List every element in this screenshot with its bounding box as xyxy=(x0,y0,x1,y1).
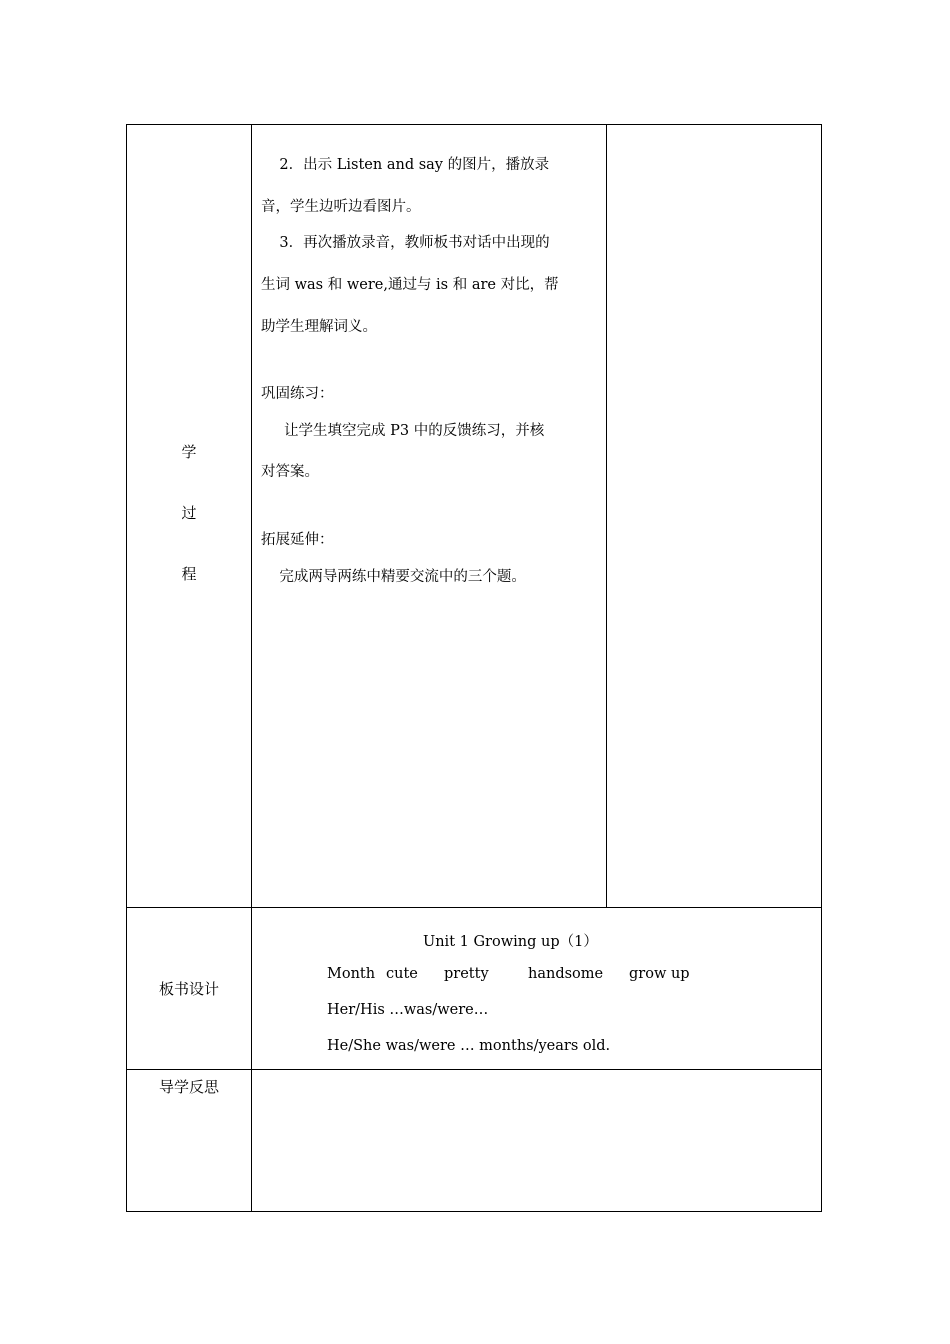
board-title: Unit 1 Growing up（1） xyxy=(423,933,598,950)
reflection-label: 导学反思 xyxy=(158,1077,219,1096)
board-label-cell xyxy=(127,907,252,1069)
board-label: 板书设计 xyxy=(158,979,219,998)
content-line: 助学生理解词义。 xyxy=(261,319,377,335)
notes-cell xyxy=(607,125,822,908)
process-label-cell xyxy=(127,125,252,908)
board-content-cell xyxy=(252,907,822,1069)
content-line: 完成两导两练中精要交流中的三个题。 xyxy=(261,569,526,585)
board-row xyxy=(127,907,822,1069)
reflection-row xyxy=(127,1069,822,1211)
board-word: handsome xyxy=(528,965,604,982)
reflection-content-cell xyxy=(252,1069,822,1211)
content-line: 3．再次播放录音，教师板书对话中出现的 xyxy=(261,235,550,251)
process-label-char-2: 过 xyxy=(181,504,197,522)
process-row xyxy=(127,125,822,908)
board-sentence: Her/His …was/were… xyxy=(327,1001,489,1018)
board-word: Month xyxy=(327,965,376,982)
reflection-label-cell xyxy=(127,1069,252,1211)
board-word: grow up xyxy=(629,965,690,982)
board-word: cute xyxy=(386,965,418,982)
content-line: 2．出示 Listen and say 的图片，播放录 xyxy=(261,157,550,173)
content-line: 生词 was 和 were,通过与 is 和 are 对比，帮 xyxy=(261,277,559,293)
lesson-plan-table xyxy=(126,124,822,1212)
process-label-char-1: 学 xyxy=(181,443,197,461)
content-line: 对答案。 xyxy=(261,464,319,480)
section-heading-consolidation: 巩固练习： xyxy=(261,386,334,402)
content-line: 音，学生边听边看图片。 xyxy=(261,199,421,215)
process-content-cell xyxy=(252,125,607,908)
content-line: 让学生填空完成 P3 中的反馈练习，并核 xyxy=(261,423,545,439)
board-word: pretty xyxy=(444,965,489,982)
section-heading-extension: 拓展延伸： xyxy=(261,532,334,548)
process-label-char-3: 程 xyxy=(181,565,197,583)
board-sentence: He/She was/were … months/years old. xyxy=(327,1037,611,1054)
